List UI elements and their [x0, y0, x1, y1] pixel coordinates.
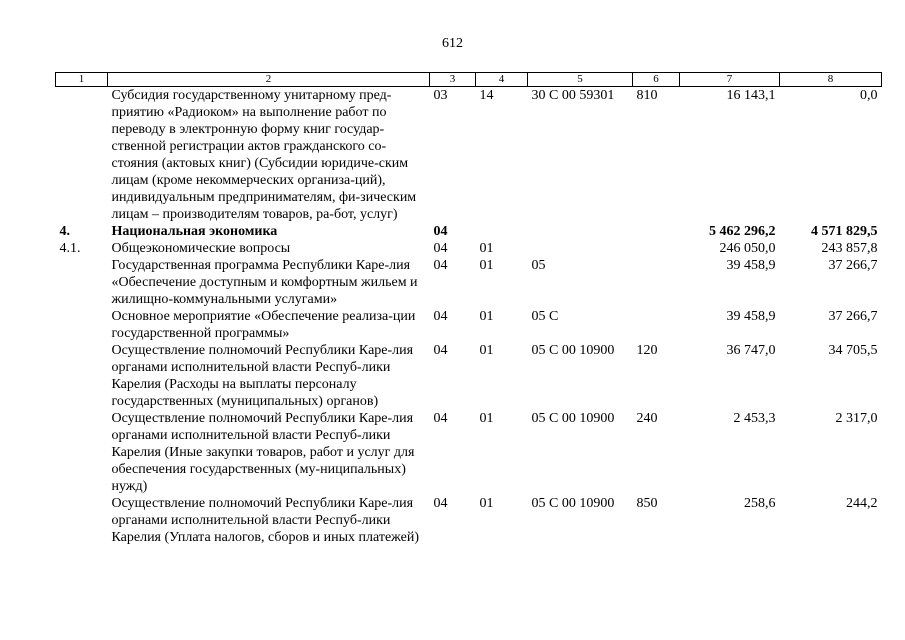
section-code: 04 — [433, 411, 448, 426]
expense-type-code: 240 — [636, 411, 658, 426]
target-article-code: 05 С 00 10900 — [531, 343, 615, 358]
amount-year-1: 246 050,0 — [719, 241, 776, 256]
column-header: 4 — [476, 73, 528, 87]
column-header: 7 — [680, 73, 780, 87]
column-header: 1 — [56, 73, 108, 87]
amount-year-2: 4 571 829,5 — [811, 224, 878, 239]
row-number — [56, 342, 108, 410]
page-number: 612 — [442, 36, 463, 51]
expense-type-code — [633, 240, 680, 257]
amount-year-2: 0,0 — [860, 88, 878, 103]
table-row — [56, 240, 882, 257]
row-description: Осуществление полномочий Республики Каре-лия органами исполнительной власти Респуб-лики Карелия (Уплата налогов, сборов и иных платежей) — [111, 496, 420, 545]
table-row — [56, 410, 882, 495]
amount-year-1: 36 747,0 — [726, 343, 776, 358]
amount-year-1: 16 143,1 — [726, 88, 776, 103]
amount-year-1: 258,6 — [744, 496, 776, 511]
column-header: 3 — [430, 73, 476, 87]
row-number: 4. — [59, 224, 70, 239]
table-row — [56, 257, 882, 308]
column-header: 6 — [633, 73, 680, 87]
section-code: 04 — [433, 496, 448, 511]
subsection-code: 01 — [479, 343, 494, 358]
table-row — [56, 495, 882, 546]
subsection-code: 01 — [479, 309, 494, 324]
row-description: Субсидия государственному унитарному пред-приятию «Радиоком» на выполнение работ по переводу в электронную форму книг государ-ственной регистрации актов гражданского со-стояния (актовых книг) (Субсидии юридиче-ским лицам (кроме некоммерческих организа-ций), индивидуальным предпринимателям, фи-зическим лицам – производителям товаров, ра-бот, услуг) — [111, 88, 417, 222]
amount-year-2: 244,2 — [846, 496, 878, 511]
row-description: Национальная экономика — [111, 224, 278, 239]
target-article-code: 30 С 00 59301 — [531, 88, 615, 103]
section-code: 03 — [433, 88, 448, 103]
amount-year-1: 5 462 296,2 — [709, 224, 776, 239]
expense-type-code — [633, 257, 680, 308]
row-description: Общеэкономические вопросы — [111, 241, 291, 256]
section-code: 04 — [433, 241, 448, 256]
amount-year-1: 2 453,3 — [733, 411, 776, 426]
subsection-code: 01 — [479, 496, 494, 511]
target-article-code: 05 С — [531, 309, 559, 324]
expense-type-code — [633, 308, 680, 342]
target-article-code: 05 С 00 10900 — [531, 496, 615, 511]
subsection-code: 01 — [479, 411, 494, 426]
expense-type-code — [633, 223, 680, 240]
row-number: 4.1. — [59, 241, 81, 256]
row-number — [56, 257, 108, 308]
expense-type-code: 850 — [636, 496, 658, 511]
row-description: Основное мероприятие «Обеспечение реализа-ции государственной программы» — [111, 309, 416, 341]
row-description: Государственная программа Республики Каре-лия «Обеспечение доступным и комфортным жильем и жилищно-коммунальными услугами» — [111, 258, 418, 307]
target-article-code: 05 С 00 10900 — [531, 411, 615, 426]
subsection-code — [476, 223, 528, 240]
row-number — [56, 87, 108, 224]
section-code: 04 — [433, 224, 448, 239]
budget-table — [55, 72, 882, 546]
row-number — [56, 410, 108, 495]
row-description: Осуществление полномочий Республики Каре-лия органами исполнительной власти Респуб-лики Карелия (Иные закупки товаров, работ и услуг для обеспечения государственных (му-ниципальных) нужд) — [111, 411, 415, 494]
row-number — [56, 495, 108, 546]
subsection-code: 01 — [479, 241, 494, 256]
amount-year-2: 2 317,0 — [835, 411, 878, 426]
section-code: 04 — [433, 258, 448, 273]
amount-year-2: 37 266,7 — [828, 309, 878, 324]
target-article-code — [528, 240, 633, 257]
row-number — [56, 308, 108, 342]
amount-year-2: 34 705,5 — [828, 343, 878, 358]
row-description: Осуществление полномочий Республики Каре-лия органами исполнительной власти Респуб-лики Карелия (Расходы на выплаты персоналу государственных (муниципальных) органов) — [111, 343, 414, 409]
subsection-code: 01 — [479, 258, 494, 273]
amount-year-1: 39 458,9 — [726, 309, 776, 324]
amount-year-1: 39 458,9 — [726, 258, 776, 273]
table-row — [56, 308, 882, 342]
column-header: 5 — [528, 73, 633, 87]
section-code: 04 — [433, 309, 448, 324]
column-header: 2 — [108, 73, 430, 87]
expense-type-code: 120 — [636, 343, 658, 358]
amount-year-2: 243 857,8 — [821, 241, 878, 256]
amount-year-2: 37 266,7 — [828, 258, 878, 273]
target-article-code: 05 — [531, 258, 546, 273]
table-row — [56, 87, 882, 224]
expense-type-code: 810 — [636, 88, 658, 103]
column-number-row — [56, 73, 882, 87]
target-article-code — [528, 223, 633, 240]
section-code: 04 — [433, 343, 448, 358]
table-row — [56, 223, 882, 240]
column-header: 8 — [780, 73, 882, 87]
table-row — [56, 342, 882, 410]
subsection-code: 14 — [479, 88, 494, 103]
